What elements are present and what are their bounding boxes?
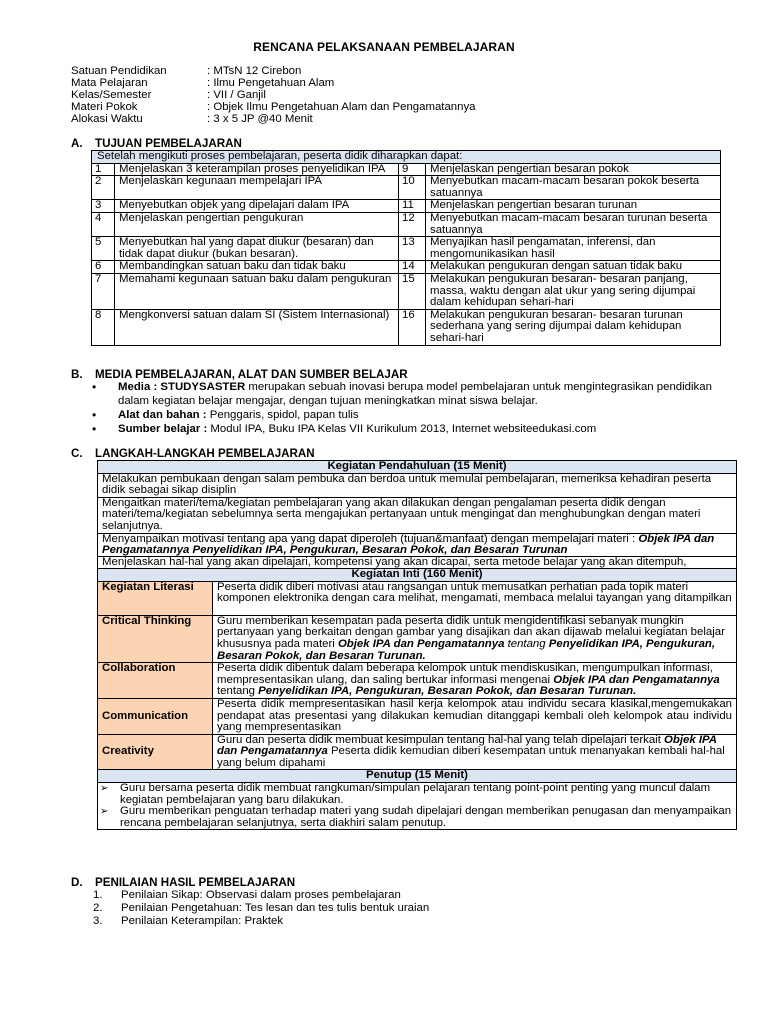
item-number: 1. (93, 889, 103, 901)
item-label: Alat dan bahan : (118, 409, 207, 421)
identity-label: Alokasi Waktu (71, 112, 143, 125)
item-number: 3. (93, 914, 103, 927)
activity-text-part: Guru memberikan kesempatan pada peserta didik untuk mengidentifikasi sebanyak mungkin pertanyaan yang berkaitan dengan gambar yang disajikan dan akan dijawab melalui kegiatan belajar khususnya pada materi (217, 614, 725, 650)
objective-text: Mengkonversi satuan dalam SI (Sistem Internasional) (115, 309, 399, 345)
identity-value: : VII / Ganjil (207, 88, 266, 101)
pendahuluan-text: Menyampaikan motivasi tentang apa yang dapat diperoleh (tujuan&manfaat) dengan mempelajari materi : (102, 533, 639, 545)
table-row (92, 176, 721, 200)
objective-number: 10 (399, 176, 426, 200)
list-item (92, 422, 732, 436)
activity-topic: Objek IPA dan Pengamatannya (553, 673, 720, 686)
identity-value: : 3 x 5 JP @40 Menit (207, 112, 313, 125)
objective-number: 8 (92, 309, 115, 345)
activity-topic: Penyelidikan IPA, Pengukuran, Besaran Pokok, dan Besaran Turunan. (217, 637, 716, 662)
activity-text-part: Peserta didik kemudian diberi kesempatan untuk menanyakan kembali hal-hal yang belum dipahami (217, 745, 725, 769)
objective-text: Menyebutkan objek yang dipelajari dalam IPA (115, 200, 399, 213)
activity-text-part: Guru dan peserta didik membuat kesimpulan tentang hal-hal yang telah dipelajari terkait (217, 733, 665, 746)
item-text: Penilaian Pengetahuan: Tes lesan dan tes tulis bentuk uraian (121, 901, 430, 914)
objective-text: Melakukan pengukuran besaran- besaran turunan sederhana yang sering dijumpai dalam kehidupan sehari-hari (426, 309, 721, 345)
objective-number: 16 (399, 309, 426, 345)
activity-text-part: tentang (217, 685, 259, 698)
activity-category: Creativity (98, 734, 213, 770)
objective-number: 12 (399, 212, 426, 236)
objective-number: 4 (92, 212, 115, 236)
penutup-item: ➢ Guru memberikan penguatan terhadap materi yang sudah dipelajari dengan memberikan penugasan dan menyampaikan rencana pembelajaran selanjutnya, serta diakhiri salam penutup. (98, 806, 732, 829)
pendahuluan-bold-topic: Objek IPA dan Pengamatannya Penyelidikan IPA, Pengukuran, Besaran Pokok, dan Besaran Turunan (102, 533, 715, 556)
objective-text: Menjelaskan kegunaan mempelajari IPA (115, 176, 399, 200)
item-text: Penggaris, spidol, papan tulis (206, 409, 359, 421)
table-row (98, 497, 737, 533)
item-text: merupakan sebuah inovasi berupa model pembelajaran untuk mengintegrasikan pendidikan dalam kegiatan belajar mengajar, dengan tujuan meningkatkan minat siswa belajar. (118, 381, 712, 407)
item-text: Penilaian Sikap: Observasi dalam proses pembelajaran (121, 889, 401, 901)
table-row (92, 273, 721, 309)
item-number: 2. (93, 901, 103, 914)
section-c-heading (71, 447, 315, 460)
table-row (92, 309, 721, 345)
objective-text: Menyebutkan hal yang dapat diukur (besaran) dan tidak dapat diukur (bukan besaran). (115, 237, 399, 261)
table-row (98, 581, 737, 615)
table-row (92, 200, 721, 213)
objective-text: Melakukan pengukuran dengan satuan tidak baku (426, 261, 721, 274)
objective-number: 7 (92, 273, 115, 309)
table-row (98, 533, 737, 556)
objectives-table (91, 150, 721, 346)
table-row (98, 473, 737, 497)
identity-value: : MTsN 12 Cirebon (207, 65, 302, 77)
section-title: PENILAIAN HASIL PEMBELAJARAN (95, 876, 296, 889)
section-title: LANGKAH-LANGKAH PEMBELAJARAN (95, 447, 315, 460)
pendahuluan-text-clipped (102, 534, 732, 556)
table-row (98, 783, 737, 830)
activity-topic: Objek IPA dan Pengamatannya (337, 637, 505, 650)
identity-row (71, 78, 476, 90)
list-item (93, 889, 429, 902)
table-row (92, 163, 721, 176)
assessment-list (93, 889, 429, 927)
objective-text: Menyajikan hasil pengamatan, inferensi, dan mengomunikasikan hasil (426, 237, 721, 261)
section-title: TUJUAN PEMBELAJARAN (95, 137, 242, 150)
section-title: MEDIA PEMBELAJARAN, ALAT DAN SUMBER BELAJAR (95, 368, 408, 381)
objective-number: 1 (92, 163, 115, 176)
objective-number: 5 (92, 237, 115, 261)
table-row (98, 734, 737, 770)
pendahuluan-header: Kegiatan Pendahuluan (15 Menit) (98, 461, 737, 474)
identity-value: : Objek Ilmu Pengetahuan Alam dan Pengamatannya (207, 100, 476, 113)
objective-number: 2 (92, 176, 115, 200)
activity-text-part: Peserta didik dibentuk dalam beberapa kelompok untuk mendiskusikan, mengumpulkan informasi, mempresentasikan ulang, dan saling bertukar informasi mengenai (217, 662, 713, 686)
identity-label: Kelas/Semester (71, 88, 152, 101)
objective-number: 3 (92, 200, 115, 213)
activity-category: Communication (98, 698, 213, 734)
item-label: Media : STUDYSASTER (118, 381, 246, 393)
penutup-header: Penutup (15 Menit) (98, 770, 737, 783)
objective-number: 11 (399, 200, 426, 213)
identity-row (71, 114, 476, 126)
table-row (92, 237, 721, 261)
item-label: Sumber belajar : (118, 423, 208, 435)
objective-number: 9 (399, 163, 426, 176)
section-number: B. (71, 368, 83, 381)
objective-number: 6 (92, 261, 115, 274)
objective-number: 14 (399, 261, 426, 274)
steps-table (97, 460, 737, 830)
objective-text: Memahami kegunaan satuan baku dalam pengukuran (115, 273, 399, 309)
identity-label: Satuan Pendidikan (71, 65, 167, 77)
activity-text (213, 615, 737, 662)
identity-label: Materi Pokok (71, 100, 138, 113)
activity-text: Peserta didik diberi motivasi atau rangsangan untuk memusatkan perhatian pada topik materi komponen elektronika dengan cara melihat, mengamati, membaca melalui tayangan yang ditampilkan (217, 581, 732, 605)
section-number: D. (71, 876, 83, 889)
section-d-heading (71, 876, 295, 889)
list-item (93, 902, 429, 915)
list-item (93, 915, 429, 928)
objectives-intro: Setelah mengikuti proses pembelajaran, peserta didik diharapkan dapat: (92, 151, 721, 164)
objective-text: Membandingkan satuan baku dan tidak baku (115, 261, 399, 274)
pendahuluan-text: Melakukan pembukaan dengan salam pembuka dan berdoa untuk memulai pembelajaran, memeriksa kehadiran peserta didik sebagai sikap disiplin (98, 473, 737, 497)
identity-label: Mata Pelajaran (71, 76, 148, 89)
table-row (92, 212, 721, 236)
pendahuluan-text: Menjelaskan hal-hal yang akan dipelajari, kompetensi yang akan dicapai, serta metode belajar yang akan ditempuh, (98, 556, 737, 569)
section-number: C. (71, 447, 83, 460)
item-text: Modul IPA, Buku IPA Kelas VII Kurikulum 2013, Internet websiteedukasi.com (207, 423, 597, 435)
activity-category: Kegiatan Literasi (98, 581, 213, 615)
activity-category: Critical Thinking (98, 615, 213, 662)
table-row (98, 615, 737, 662)
pendahuluan-text: Mengaitkan materi/tema/kegiatan pembelajaran yang akan dilakukan dengan pengalaman peserta didik dengan materi/tema/kegiatan sebelumnya serta mengajukan pertanyaan untuk mengingat dan menghubungkan dengan materi selanjutnya. (98, 497, 737, 533)
objective-text: Menjelaskan pengertian besaran pokok (426, 163, 721, 176)
identity-block (71, 66, 476, 125)
objective-text: Menyebutkan macam-macam besaran pokok beserta satuannya (426, 176, 721, 200)
objective-number: 13 (399, 237, 426, 261)
identity-value: : Ilmu Pengetahuan Alam (207, 76, 335, 89)
list-item (92, 408, 732, 422)
activity-text (213, 663, 737, 699)
activity-text-part: tentang (504, 637, 549, 650)
table-row (98, 698, 737, 734)
activity-text (213, 734, 737, 770)
objective-text: Melakukan pengukuran besaran- besaran panjang, massa, waktu dengan alat ukur yang sering dijumpai dalam kehidupan sehari-hari (426, 273, 721, 309)
list-item (92, 380, 732, 408)
objective-text: Menyebutkan macam-macam besaran turunan beserta satuannya (426, 212, 721, 236)
objective-text: Menjelaskan pengertian besaran turunan (426, 200, 721, 213)
item-text: Penilaian Keterampilan: Praktek (121, 914, 284, 927)
activity-topic: Penyelidikan IPA, Pengukuran, Besaran Pokok, dan Besaran Turunan. (258, 685, 637, 698)
section-a-heading (71, 137, 242, 150)
inti-header: Kegiatan Inti (160 Menit) (98, 569, 737, 582)
table-row (98, 556, 737, 569)
table-row (92, 261, 721, 274)
objective-text: Menjelaskan pengertian pengukuran (115, 212, 399, 236)
table-row (98, 663, 737, 699)
penutup-item: ➢ Guru bersama peserta didik membuat rangkuman/simpulan pelajaran tentang point-point penting yang muncul dalam kegiatan pembelajaran yang baru dilakukan. (98, 783, 732, 806)
objective-text: Menjelaskan 3 keterampilan proses penyelidikan IPA (115, 163, 399, 176)
activity-category: Collaboration (98, 663, 213, 699)
section-number: A. (71, 137, 83, 150)
media-list (92, 380, 732, 436)
document-title: RENCANA PELAKSANAAN PEMBELAJARAN (253, 40, 515, 54)
activity-text: Peserta didik mempresentasikan hasil kerja kelompok atau individu secara klasikal,mengemukakan pendapat atas presentasi yang dilakukan kemudian ditanggapi kembali oleh kelompok atau individu yang mempresentasikan (213, 698, 737, 734)
objective-number: 15 (399, 273, 426, 309)
activity-topic: Objek IPA dan Pengamatannya (217, 733, 717, 758)
